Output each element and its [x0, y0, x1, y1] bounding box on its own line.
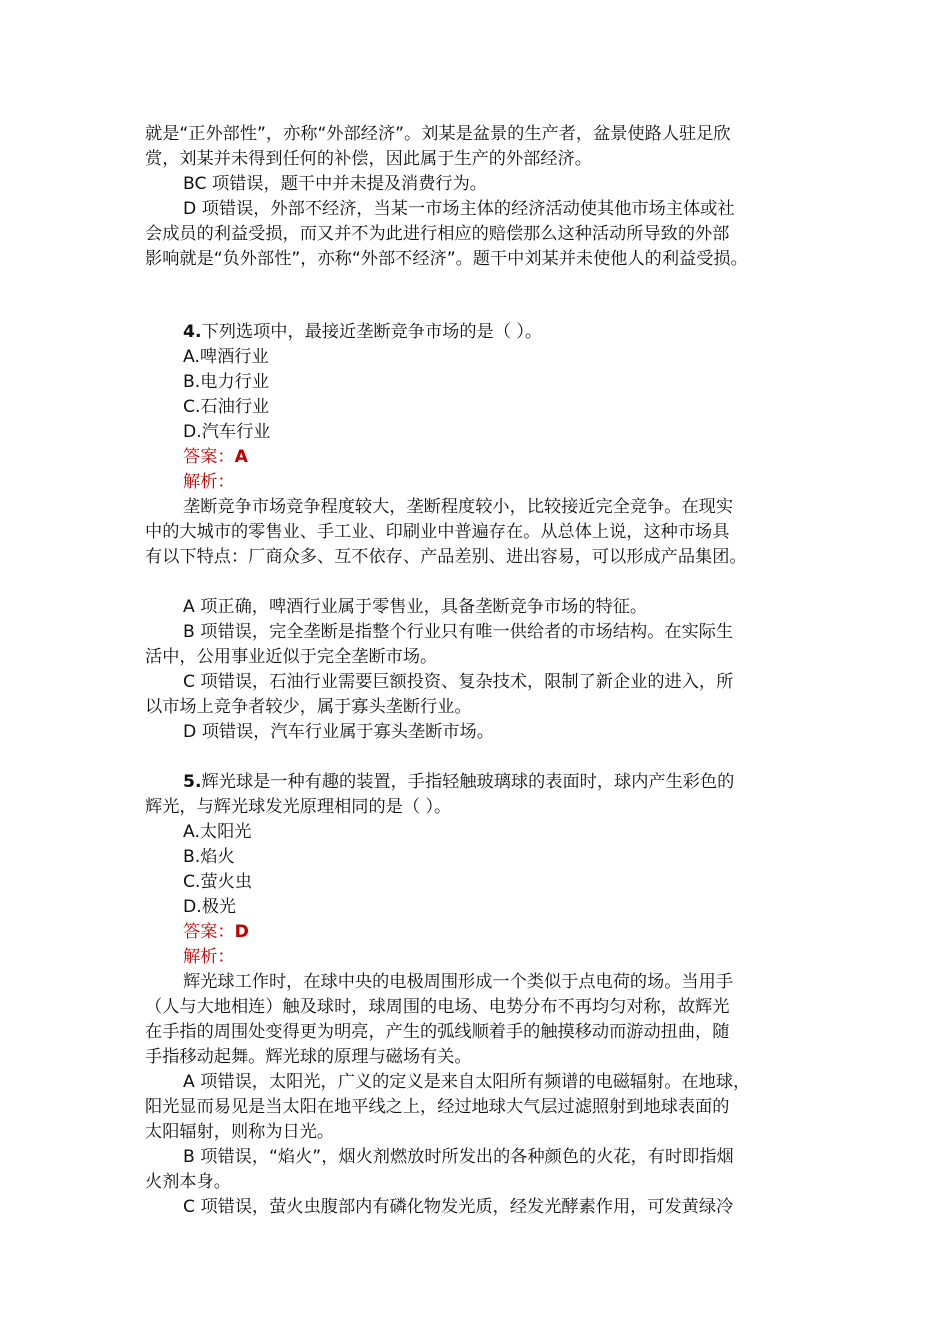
- analysis-line: 以市场上竞争者较少，属于寡头垄断行业。: [145, 697, 472, 717]
- document-page: [145, 122, 825, 1220]
- analysis-line: 在手指的周围处变得更为明亮，产生的弧线顺着手的触摸移动而游动扭曲，随: [145, 1022, 730, 1042]
- analysis-line: （人与大地相连）触及球时，球周围的电场、电势分布不再均匀对称，故辉光: [145, 997, 730, 1017]
- analysis-line: 垄断竞争市场竞争程度较大，垄断程度较小，比较接近完全竞争。在现实: [183, 497, 734, 517]
- option-b: B.焰火: [183, 847, 235, 867]
- analysis-line: 太阳辐射，则称为日光。: [145, 1122, 335, 1142]
- question-4-stem: [145, 320, 825, 345]
- answer-label: 答案：: [183, 922, 235, 942]
- analysis-line: B 项错误，完全垄断是指整个行业只有唯一供给者的市场结构。在实际生: [183, 622, 734, 642]
- analysis-line: 阳光显而易见是当太阳在地平线之上，经过地球大气层过滤照射到地球表面的: [145, 1097, 730, 1117]
- prev-analysis-line: 就是“正外部性”，亦称“外部经济”。刘某是盆景的生产者，盆景使路人驻足欣: [145, 124, 731, 144]
- option-d: D.汽车行业: [183, 422, 271, 442]
- question-text: 下列选项中，最接近垄断竞争市场的是（ ）。: [201, 322, 543, 342]
- analysis-line: A 项正确，啤酒行业属于零售业，具备垄断竞争市场的特征。: [183, 597, 648, 617]
- prev-analysis-line: BC 项错误，题干中并未提及消费行为。: [183, 174, 487, 194]
- question-number: 4.: [183, 322, 202, 342]
- question-number: 5.: [183, 772, 202, 792]
- question-text: 辉光球是一种有趣的装置，手指轻触玻璃球的表面时，球内产生彩色的: [201, 772, 735, 792]
- prev-analysis-line: 会成员的利益受损，而又并不为此进行相应的赔偿那么这种活动所导致的外部: [145, 224, 730, 244]
- analysis-line: C 项错误，萤火虫腹部内有磷化物发光质，经发光酵素作用，可发黄绿冷: [183, 1197, 734, 1217]
- analysis-line: 中的大城市的零售业、手工业、印刷业中普遍存在。从总体上说，这种市场具: [145, 522, 730, 542]
- option-b: B.电力行业: [183, 372, 270, 392]
- answer-line: [145, 920, 825, 945]
- prev-analysis-line: 影响就是“负外部性”，亦称“外部不经济”。题干中刘某并未使他人的利益受损。: [145, 249, 748, 269]
- prev-analysis-line: D 项错误，外部不经济，当某一市场主体的经济活动使其他市场主体或社: [183, 199, 735, 219]
- option-c: C.萤火虫: [183, 872, 253, 892]
- analysis-label: 解析：: [183, 472, 235, 492]
- option-c: C.石油行业: [183, 397, 270, 417]
- answer-line: [145, 445, 825, 470]
- analysis-line: D 项错误，汽车行业属于寡头垄断市场。: [183, 722, 494, 742]
- analysis-line: A 项错误，太阳光，广义的定义是来自太阳所有频谱的电磁辐射。在地球，: [183, 1072, 751, 1092]
- analysis-line: 手指移动起舞。辉光球的原理与磁场有关。: [145, 1047, 472, 1067]
- prev-analysis-line: 赏，刘某并未得到任何的补偿，因此属于生产的外部经济。: [145, 149, 592, 169]
- analysis-line: 辉光球工作时，在球中央的电极周围形成一个类似于点电荷的场。当用手: [183, 972, 734, 992]
- answer-value: A: [234, 447, 248, 467]
- analysis-line: B 项错误，“焰火”，烟火剂燃放时所发出的各种颜色的火花，有时即指烟: [183, 1147, 734, 1167]
- analysis-line: 有以下特点：厂商众多、互不依存、产品差别、进出容易，可以形成产品集团。: [145, 547, 747, 567]
- analysis-line: 火剂本身。: [145, 1172, 231, 1192]
- analysis-line: C 项错误，石油行业需要巨额投资、复杂技术，限制了新企业的进入，所: [183, 672, 734, 692]
- question-5-stem: [145, 770, 825, 795]
- analysis-line: 活中，公用事业近似于完全垄断市场。: [145, 647, 438, 667]
- analysis-label: 解析：: [183, 947, 235, 967]
- answer-label: 答案：: [183, 447, 235, 467]
- answer-value: D: [234, 922, 249, 942]
- option-a: A.啤酒行业: [183, 347, 269, 367]
- question-text-continued: 辉光，与辉光球发光原理相同的是（ ）。: [145, 797, 452, 817]
- option-d: D.极光: [183, 897, 237, 917]
- option-a: A.太阳光: [183, 822, 252, 842]
